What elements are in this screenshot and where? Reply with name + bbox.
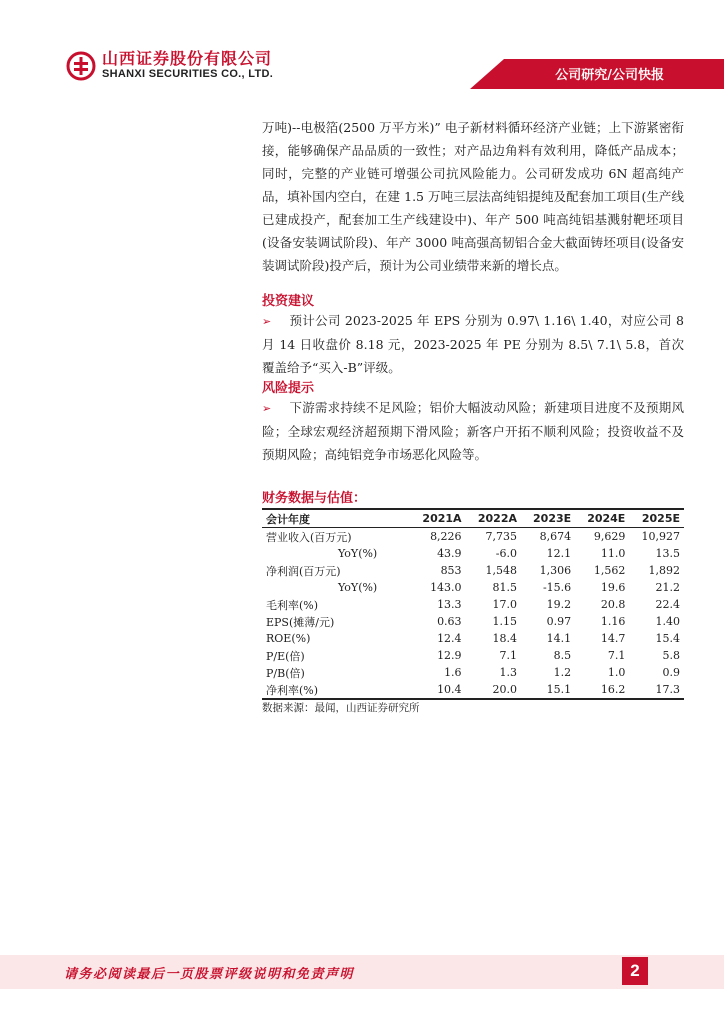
table-row xyxy=(262,613,684,630)
column-header: 2025E xyxy=(629,509,684,528)
row-label: 毛利率(%) xyxy=(266,598,319,612)
report-type-label: 公司研究/公司快报 xyxy=(555,68,664,83)
table-row xyxy=(262,664,684,681)
investment-paragraph xyxy=(262,309,684,379)
row-label: P/B(倍) xyxy=(266,666,305,680)
table-cell: 1.40 xyxy=(655,615,680,628)
table-cell: 12.4 xyxy=(437,632,462,645)
table-cell: 1,892 xyxy=(648,564,680,577)
row-label: 净利润(百万元) xyxy=(266,564,341,578)
table-cell: 0.97 xyxy=(546,615,572,628)
company-name-cn: 山西证券股份有限公司 xyxy=(102,49,273,68)
table-cell: 22.4 xyxy=(655,598,680,611)
column-header: 2023E xyxy=(521,509,575,528)
row-label: EPS(摊薄/元) xyxy=(266,615,335,629)
row-label: 净利率(%) xyxy=(262,681,410,699)
table-cell: 8.5 xyxy=(553,649,572,662)
table-cell: 20.0 xyxy=(466,681,521,699)
table-row xyxy=(262,562,684,579)
row-label: P/E(倍) xyxy=(266,649,305,663)
table-cell: 13.3 xyxy=(437,598,462,611)
table-cell: 1.15 xyxy=(492,615,518,628)
table-cell: 1.16 xyxy=(600,615,626,628)
table-cell: 12.1 xyxy=(546,547,572,560)
table-cell: 0.63 xyxy=(437,615,462,628)
table-cell: 1.6 xyxy=(444,666,462,679)
table-cell: 8,674 xyxy=(539,530,572,543)
bullet-icon: ➢ xyxy=(262,402,272,415)
financial-table xyxy=(262,508,684,700)
column-header: 2024E xyxy=(575,509,629,528)
table-cell: 1.0 xyxy=(607,666,626,679)
table-cell: 10,927 xyxy=(641,530,680,543)
table-row xyxy=(262,545,684,562)
table-row xyxy=(262,681,684,699)
table-cell: 21.2 xyxy=(655,581,680,594)
table-cell: 81.5 xyxy=(492,581,518,594)
table-cell: 11.0 xyxy=(600,547,626,560)
page-number: 2 xyxy=(622,957,648,985)
table-cell: 19.6 xyxy=(600,581,626,594)
table-row xyxy=(262,630,684,647)
row-label: 营业收入(百万元) xyxy=(266,530,352,544)
row-label: YoY(%) xyxy=(338,581,378,594)
table-cell: 853 xyxy=(440,564,462,577)
table-cell: 43.9 xyxy=(437,547,462,560)
table-cell: 14.7 xyxy=(600,632,626,645)
footer-disclaimer: 请务必阅读最后一页股票评级说明和免责声明 xyxy=(64,967,355,982)
row-label: ROE(%) xyxy=(266,632,311,645)
table-cell: 15.4 xyxy=(655,632,680,645)
table-cell: 13.5 xyxy=(655,547,680,560)
risk-paragraph xyxy=(262,396,684,466)
bullet-icon: ➢ xyxy=(262,315,272,328)
table-cell: 9,629 xyxy=(593,530,626,543)
table-cell: 19.2 xyxy=(546,598,572,611)
column-header: 2022A xyxy=(466,509,521,528)
data-source-note: 数据来源：最闻，山西证券研究所 xyxy=(262,702,420,714)
column-header: 2021A xyxy=(410,509,465,528)
table-cell: 143.0 xyxy=(430,581,462,594)
table-cell: 17.3 xyxy=(629,681,684,699)
table-cell: -6.0 xyxy=(495,547,518,560)
financial-title: 财务数据与估值： xyxy=(262,491,367,506)
table-cell: 16.2 xyxy=(575,681,629,699)
column-header: 会计年度 xyxy=(262,509,410,528)
table-cell: 15.1 xyxy=(521,681,575,699)
table-cell: 1.3 xyxy=(499,666,518,679)
table-header-row xyxy=(262,509,684,528)
table-cell: -15.6 xyxy=(542,581,572,594)
table-cell: 1.2 xyxy=(553,666,572,679)
table-row xyxy=(262,647,684,664)
table-cell: 1,562 xyxy=(593,564,626,577)
table-cell: 20.8 xyxy=(600,598,626,611)
company-name-en: SHANXI SECURITIES CO., LTD. xyxy=(102,68,274,80)
table-cell: 18.4 xyxy=(492,632,518,645)
table-row xyxy=(262,596,684,613)
intro-paragraph: 万吨)--电极箔(2500 万平方米)” 电子新材料循环经济产业链；上下游紧密衔接，能够确保产品品质的一致性；对产品边角料有效利用，降低产品成本；同时，完整的产业链可增强公司抗风险能力。公司研发成功 6N 超高纯产品，填补国内空白，在建 1.5 万吨三层法高纯铝提纯及配套加工项目(生产线已建成投产，配套加工生产线建设中)、年产 500 吨高纯铝基溅射靶坯项目(设备安装调试阶段)、年产 3000 吨高强高韧铝合金大截面铸坯项目(设备安装调试阶段)投产后，预计为公司业绩带来新的增长点。 xyxy=(262,120,684,273)
table-cell: 0.9 xyxy=(662,666,680,679)
table-cell: 7,735 xyxy=(485,530,518,543)
risk-title: 风险提示 xyxy=(262,381,315,396)
table-row xyxy=(262,528,684,546)
table-row xyxy=(262,579,684,596)
table-cell: 14.1 xyxy=(546,632,572,645)
risk-text: 下游需求持续不足风险；铝价大幅波动风险；新建项目进度不及预期风险；全球宏观经济超预期下滑风险；新客户开拓不顺利风险；投资收益不及预期风险；高纯铝竞争市场恶化风险等。 xyxy=(262,400,684,462)
row-label: YoY(%) xyxy=(338,547,378,560)
table-cell: 8,226 xyxy=(430,530,462,543)
table-cell: 7.1 xyxy=(499,649,518,662)
table-cell: 10.4 xyxy=(410,681,465,699)
investment-text: 预计公司 2023-2025 年 EPS 分别为 0.97\ 1.16\ 1.40，对应公司 8 月 14 日收盘价 8.18 元，2023-2025 年 PE 分别为 8.5\ 7.1\ 5.8，首次覆盖给予“买入-B”评级。 xyxy=(262,313,684,375)
table-cell: 17.0 xyxy=(492,598,518,611)
table-cell: 5.8 xyxy=(662,649,680,662)
table-cell: 1,306 xyxy=(539,564,572,577)
table-cell: 12.9 xyxy=(437,649,462,662)
table-cell: 1,548 xyxy=(485,564,518,577)
table-cell: 7.1 xyxy=(607,649,626,662)
investment-title: 投资建议 xyxy=(262,294,315,309)
